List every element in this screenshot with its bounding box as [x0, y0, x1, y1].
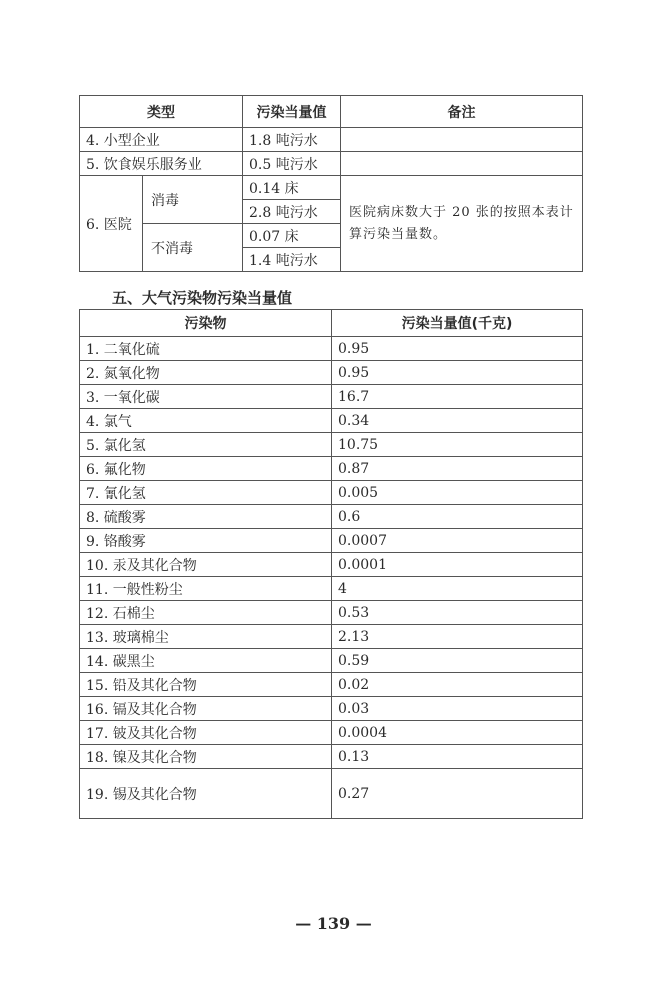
header-equivalent: 污染当量值 — [243, 96, 341, 128]
no-disinfect-label: 不消毒 — [143, 224, 243, 272]
row-value: 1.8 吨污水 — [243, 128, 341, 152]
pollutant-name: 14. 碳黑尘 — [80, 649, 332, 673]
row-remark — [341, 128, 583, 152]
pollutant-value: 0.95 — [332, 361, 583, 385]
pollutant-value: 0.95 — [332, 337, 583, 361]
pollutant-name: 8. 硫酸雾 — [80, 505, 332, 529]
pollutant-value: 2.13 — [332, 625, 583, 649]
table-row — [80, 385, 583, 409]
pollutant-value: 0.0004 — [332, 721, 583, 745]
table-row — [80, 673, 583, 697]
table-row — [80, 409, 583, 433]
table-row — [80, 433, 583, 457]
hospital-label: 6. 医院 — [80, 176, 143, 272]
row-label: 4. 小型企业 — [80, 128, 243, 152]
disinfect-label: 消毒 — [143, 176, 243, 224]
table-row — [80, 481, 583, 505]
table-row — [80, 457, 583, 481]
table-row — [80, 505, 583, 529]
table-row — [80, 649, 583, 673]
pollutant-value: 0.13 — [332, 745, 583, 769]
pollutant-name: 15. 铅及其化合物 — [80, 673, 332, 697]
pollutant-name: 10. 汞及其化合物 — [80, 553, 332, 577]
pollutant-value: 16.7 — [332, 385, 583, 409]
table-row — [80, 337, 583, 361]
row-label: 5. 饮食娱乐服务业 — [80, 152, 243, 176]
row-remark — [341, 152, 583, 176]
row-value: 0.14 床 — [243, 176, 341, 200]
table-row — [80, 601, 583, 625]
header-equivalent-kg: 污染当量值(千克) — [332, 310, 583, 337]
header-type: 类型 — [80, 96, 243, 128]
pollutant-name: 11. 一般性粉尘 — [80, 577, 332, 601]
page-number: — 139 — — [295, 914, 372, 933]
header-remark: 备注 — [341, 96, 583, 128]
table-row — [80, 361, 583, 385]
pollutant-name: 13. 玻璃棉尘 — [80, 625, 332, 649]
air-pollutant-table — [79, 309, 583, 819]
pollutant-name: 16. 镉及其化合物 — [80, 697, 332, 721]
pollutant-name: 1. 二氧化硫 — [80, 337, 332, 361]
pollutant-value: 10.75 — [332, 433, 583, 457]
pollutant-name: 2. 氮氧化物 — [80, 361, 332, 385]
pollutant-value: 0.6 — [332, 505, 583, 529]
row-value: 0.5 吨污水 — [243, 152, 341, 176]
row-value: 1.4 吨污水 — [243, 248, 341, 272]
pollutant-value: 0.27 — [332, 769, 583, 819]
pollutant-value: 0.53 — [332, 601, 583, 625]
pollutant-name: 9. 铬酸雾 — [80, 529, 332, 553]
row-value: 2.8 吨污水 — [243, 200, 341, 224]
pollutant-value: 0.0001 — [332, 553, 583, 577]
pollutant-name: 3. 一氧化碳 — [80, 385, 332, 409]
pollutant-name: 17. 铍及其化合物 — [80, 721, 332, 745]
table-row — [80, 529, 583, 553]
section-title: 五、大气污染物污染当量值 — [112, 289, 293, 307]
table-row — [80, 745, 583, 769]
table-row — [80, 769, 583, 819]
row-value: 0.07 床 — [243, 224, 341, 248]
pollutant-value: 0.34 — [332, 409, 583, 433]
header-pollutant: 污染物 — [80, 310, 332, 337]
pollutant-value: 0.59 — [332, 649, 583, 673]
pollutant-value: 0.0007 — [332, 529, 583, 553]
pollutant-value: 0.03 — [332, 697, 583, 721]
table-row — [80, 721, 583, 745]
table-row — [80, 553, 583, 577]
pollutant-value: 4 — [332, 577, 583, 601]
pollutant-value: 0.02 — [332, 673, 583, 697]
table-row — [80, 697, 583, 721]
pollutant-name: 6. 氟化物 — [80, 457, 332, 481]
pollutant-value: 0.87 — [332, 457, 583, 481]
pollutant-name: 19. 锡及其化合物 — [80, 769, 332, 819]
pollutant-value: 0.005 — [332, 481, 583, 505]
pollutant-name: 12. 石棉尘 — [80, 601, 332, 625]
table-row — [80, 625, 583, 649]
pollutant-name: 7. 氰化氢 — [80, 481, 332, 505]
water-pollutant-table — [79, 95, 583, 272]
hospital-remark: 医院病床数大于 20 张的按照本表计算污染当量数。 — [341, 176, 583, 272]
pollutant-name: 18. 镍及其化合物 — [80, 745, 332, 769]
pollutant-name: 5. 氯化氢 — [80, 433, 332, 457]
table-row — [80, 577, 583, 601]
pollutant-name: 4. 氯气 — [80, 409, 332, 433]
